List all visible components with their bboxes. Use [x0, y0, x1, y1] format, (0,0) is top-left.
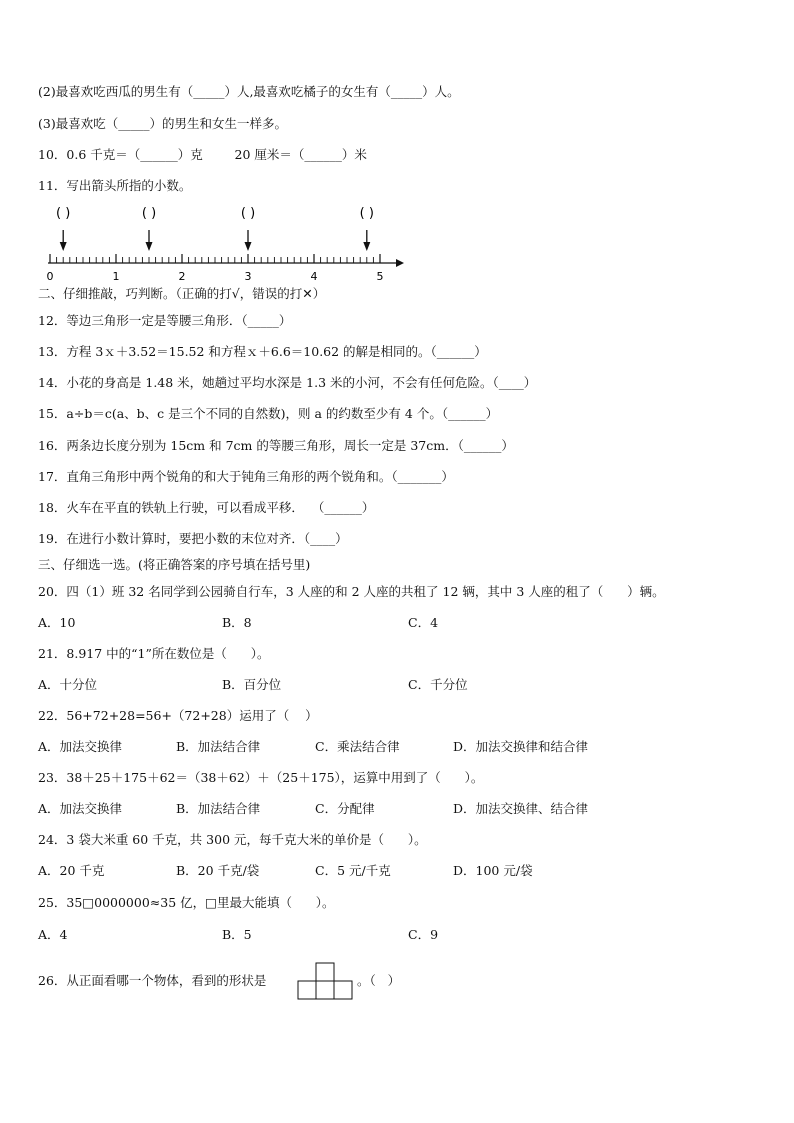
number-line-tick-label: 2 — [178, 270, 186, 283]
section-3-heading: 三、仔细选一选。(将正确答案的序号填在括号里) — [38, 557, 311, 572]
q25-option-c: C．9 — [408, 927, 439, 942]
pointer-arrow-head — [363, 242, 370, 251]
q24-option-c: C．5 元/千克 — [315, 863, 391, 878]
q11: 11．写出箭头所指的小数。 — [38, 178, 192, 193]
q22-option-a: A．加法交换律 — [38, 739, 123, 754]
q16: 16．两条边长度分别为 15cm 和 7cm 的等腰三角形，周长一定是 37cm．（______） — [38, 438, 514, 453]
number-line-tick-label: 0 — [46, 270, 54, 283]
q10: 10．0.6 千克＝（______）克 20 厘米＝（______）米 — [38, 147, 367, 162]
number-line-tick-label: 1 — [112, 270, 120, 283]
q20-option-c: C．4 — [408, 615, 439, 630]
number-line-tick-label: 4 — [310, 270, 318, 283]
shape-square-bottom-right — [334, 981, 352, 999]
q22-option-c: C．乘法结合律 — [315, 739, 400, 754]
number-line-arrowhead — [396, 259, 404, 267]
answer-blank: ( ) — [240, 206, 256, 221]
q9-part3: (3)最喜欢吃（_____）的男生和女生一样多。 — [38, 116, 287, 131]
q14: 14．小花的身高是 1.48 米，她趟过平均水深是 1.3 米的小河，不会有任何危险。（____） — [38, 375, 537, 390]
shape-square-bottom-middle — [316, 981, 334, 999]
q24-option-d: D．100 元/袋 — [453, 863, 533, 878]
answer-blank: ( ) — [141, 206, 157, 221]
q9-part2: (2)最喜欢吃西瓜的男生有（_____）人,最喜欢吃橘子的女生有（_____）人。 — [38, 84, 460, 99]
q21-option-b: B．百分位 — [222, 677, 282, 692]
q15: 15．a÷b＝c(a、b、c 是三个不同的自然数)，则 a 的约数至少有 4 个。（______） — [38, 406, 499, 421]
q20: 20．四（1）班 32 名同学到公园骑自行车，3 人座的和 2 人座的共租了 12 辆，其中 3 人座的租了（ ）辆。 — [38, 584, 665, 599]
q22: 22．56+72+28=56+（72+28）运用了（ ） — [38, 708, 318, 723]
q26-text: 26．从正面看哪一个物体，看到的形状是 — [38, 973, 267, 988]
q20-option-b: B．8 — [222, 615, 252, 630]
q22-option-d: D．加法交换律和结合律 — [453, 739, 589, 754]
pointer-arrow-head — [245, 242, 252, 251]
q25: 25．35□0000000≈35 亿，□里最大能填（ ）。 — [38, 895, 335, 910]
q21-option-a: A．十分位 — [38, 677, 98, 692]
q25-option-b: B．5 — [222, 927, 252, 942]
number-line-tick-label: 5 — [376, 270, 384, 283]
q13: 13．方程 3ｘ＋3.52＝15.52 和方程ｘ＋6.6＝10.62 的解是相同的。（______） — [38, 344, 487, 359]
q22-option-b: B．加法结合律 — [176, 739, 261, 754]
number-line-tick-label: 3 — [244, 270, 252, 283]
q24-option-b: B．20 千克/袋 — [176, 863, 260, 878]
q24-option-a: A．20 千克 — [38, 863, 105, 878]
pointer-arrow-head — [146, 242, 153, 251]
q23-option-d: D．加法交换律、结合律 — [453, 801, 589, 816]
pointer-arrow-head — [60, 242, 67, 251]
q26-answer-blank: 。（ ） — [357, 973, 401, 988]
number-line-figure — [36, 200, 416, 290]
q23-option-c: C．分配律 — [315, 801, 375, 816]
q23-option-b: B．加法结合律 — [176, 801, 261, 816]
shape-square-bottom-left — [298, 981, 316, 999]
answer-blank: ( ) — [359, 206, 374, 221]
q21-option-c: C．千分位 — [408, 677, 468, 692]
q19: 19．在进行小数计算时，要把小数的末位对齐．（____） — [38, 531, 348, 546]
q20-option-a: A．10 — [38, 615, 76, 630]
answer-blank: ( ) — [56, 206, 71, 221]
q17: 17．直角三角形中两个锐角的和大于钝角三角形的两个锐角和。（_______） — [38, 469, 454, 484]
shape-square-top — [316, 963, 334, 981]
q23-option-a: A．加法交换律 — [38, 801, 123, 816]
q12: 12．等边三角形一定是等腰三角形．（_____） — [38, 313, 292, 328]
section-2-heading: 二、仔细推敲，巧判断。（正确的打√，错误的打✕） — [38, 286, 326, 301]
q25-option-a: A．4 — [38, 927, 68, 942]
q24: 24．3 袋大米重 60 千克，共 300 元，每千克大米的单价是（ ）。 — [38, 832, 427, 847]
front-view-shape-figure — [296, 962, 356, 1000]
q18: 18．火车在平直的铁轨上行驶，可以看成平移． （______） — [38, 500, 375, 515]
q21: 21．8.917 中的“1”所在数位是（ ）。 — [38, 646, 270, 661]
q23: 23．38＋25＋175＋62＝（38＋62）＋（25＋175），运算中用到了（ ）。 — [38, 770, 484, 785]
